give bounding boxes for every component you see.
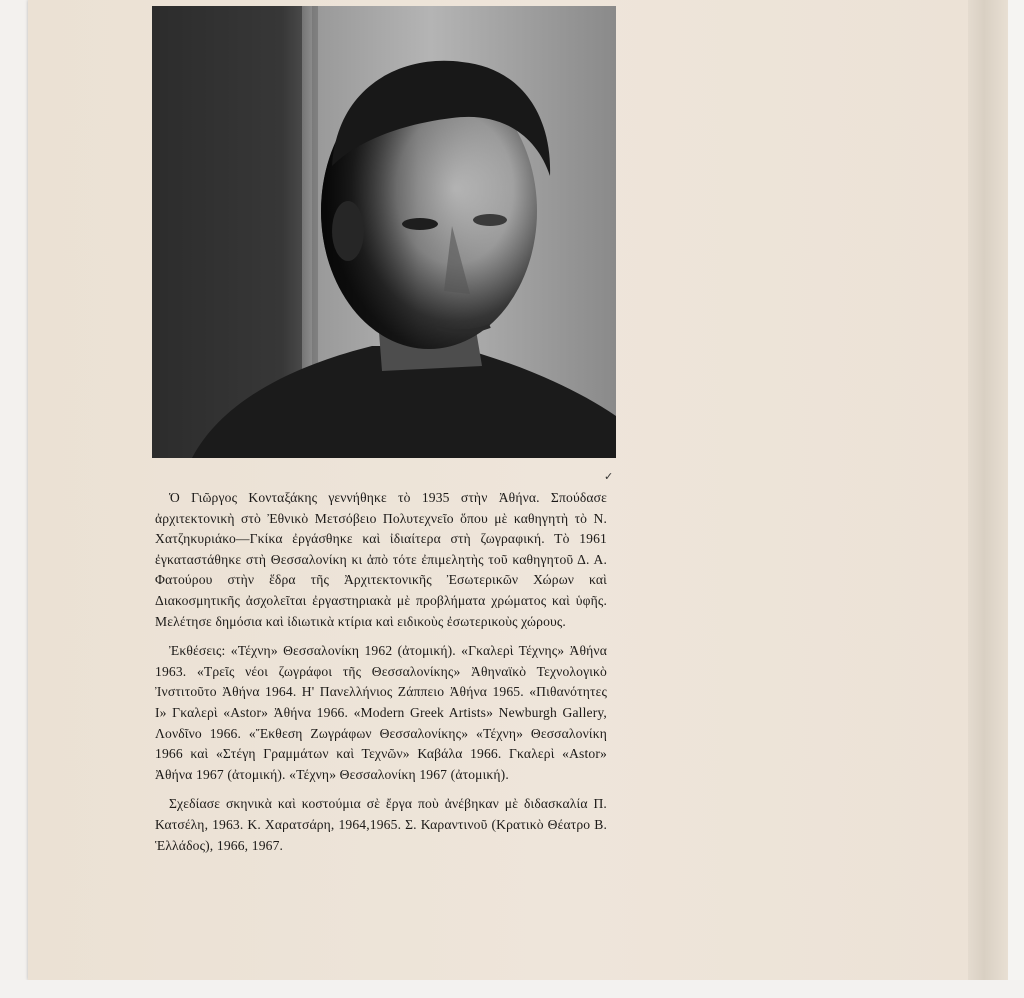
pen-mark: ✓ xyxy=(604,470,614,483)
bio-paragraph-birth: Ὁ Γιῶργος Κονταξάκης γεννήθηκε τὸ 1935 στὴν Ἀθήνα. Σπούδασε ἀρχιτεκτονικὴ στὸ Ἐθνικὸ Μετσόβειο Πολυτεχνεῖο ὅπου μὲ καθηγητὴ τὸ Ν. Χατζηκυριάκο—Γκίκα ἐργάσθηκε καὶ ἰδιαίτερα στὴ ζωγραφική. Τὸ 1961 ἐγκαταστάθηκε στὴ Θεσσαλονίκη κι ἀπὸ τότε ἐπιμελητὴς τοῦ καθηγητοῦ Δ. Α. Φατούρου στὴν ἕδρα τῆς Ἀρχιτεκτονικῆς Ἐσωτερικῶν Χώρων καὶ Διακοσμητικῆς ἀσχολεῖται ἐργαστηριακὰ μὲ προβλήματα χρώματος καὶ ὑφῆς. Μελέτησε δημόσια καὶ ἰδιωτικὰ κτίρια καὶ ειδικοὺς ἐσωτερικοὺς χώρους. xyxy=(155,490,607,629)
scan-margin-bottom xyxy=(0,980,1024,998)
bio-paragraph-stage-design: Σχεδίασε σκηνικὰ καὶ κοστούμια σὲ ἔργα ποὺ ἀνέβηκαν μὲ διδασκαλία Π. Κατσέλη, 1963. Κ. Χαρατσάρη, 1964,1965. Σ. Καραντινοῦ (Κρατικὸ Θέατρο Β. Ἑλλάδος), 1966, 1967. xyxy=(155,796,607,853)
bio-paragraph-exhibitions: Ἐκθέσεις: «Τέχνη» Θεσσαλονίκη 1962 (ἀτομική). «Γκαλερὶ Τέχνης» Ἀθήνα 1963. «Τρεῖς νέοι ζωγράφοι τῆς Θεσσαλονίκης» Ἀθηναϊκὸ Τεχνολογικὸ Ἰνστιτοῦτο Ἀθήνα 1964. Η' Πανελλήνιος Ζάππειο Ἀθήνα 1965. «Πιθανότητες Ι» Γκαλερὶ «Astor» Ἀθήνα 1966. «Modern Greek Artists» Newburgh Gallery, Λονδῖνο 1966. «Ἔκθεση Ζωγράφων Θεσσαλονίκης» «Τέχνη» Θεσσαλονίκη 1966 καὶ «Στέγη Γραμμάτων καὶ Τεχνῶν» Καβάλα 1966. Γκαλερὶ «Astor» Ἀθήνα 1967 (ἀτομική). «Τέχνη» Θεσσαλονίκη 1967 (ἀτομική). xyxy=(155,643,607,782)
biography-text xyxy=(155,488,607,865)
scan-margin-right xyxy=(1008,0,1024,998)
page-fold xyxy=(968,0,1008,980)
portrait-photo xyxy=(152,6,616,458)
